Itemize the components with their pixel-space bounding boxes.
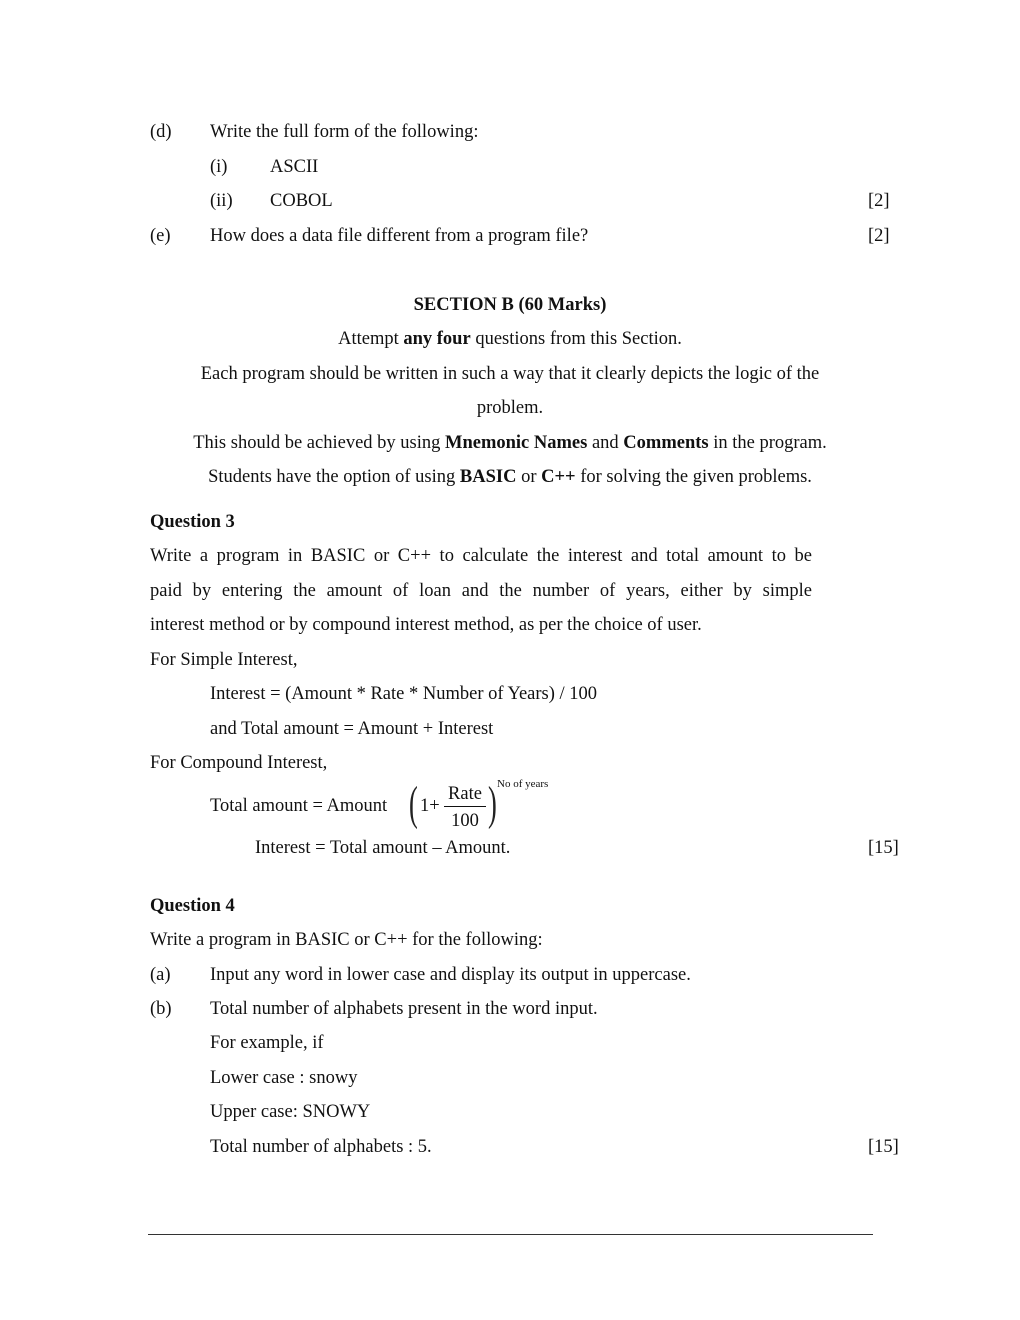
part-d-item-ii-label: (ii) (210, 191, 233, 211)
compound-lhs: Total amount = Amount (210, 796, 388, 816)
section-b-title: SECTION B (60 Marks) (413, 295, 607, 315)
part-d-text: Write the full form of the following: (210, 122, 479, 142)
compound-numerator: Rate (448, 784, 482, 804)
right-paren: ) (488, 777, 497, 830)
compound-interest-formula: Interest = Total amount – Amount. (255, 838, 511, 858)
question-3-line2: paid by entering the amount of loan and the number of years, either by simple (150, 581, 812, 601)
question-4-part-a-label: (a) (150, 965, 171, 985)
question-4-heading: Question 4 (150, 896, 235, 916)
simple-interest-formula: Interest = (Amount * Rate * Number of Years) / 100 (210, 684, 598, 704)
section-b-option: Students have the option of using BASIC or C++ for solving the given problems. (208, 467, 812, 487)
part-d-label: (d) (150, 122, 172, 142)
question-4-intro: Write a program in BASIC or C++ for the following: (150, 930, 543, 950)
question-4-marks: [15] (868, 1137, 899, 1157)
part-d-marks: [2] (868, 191, 890, 211)
example-intro: For example, if (210, 1033, 324, 1053)
question-4-part-b-text: Total number of alphabets present in the word input. (210, 999, 598, 1019)
left-paren: ( (409, 777, 418, 830)
footer-rule (148, 1234, 873, 1235)
simple-interest-heading: For Simple Interest, (150, 650, 298, 670)
section-b-instructions-line2: problem. (476, 398, 544, 418)
compound-exponent: No of years (497, 778, 549, 790)
section-b-attempt: Attempt any four questions from this Section. (338, 329, 682, 349)
part-e-text: How does a data file different from a program file? (210, 226, 589, 246)
section-b-achieved: This should be achieved by using Mnemonic Names and Comments in the program. (193, 433, 827, 453)
example-lower-case: Lower case : snowy (210, 1068, 358, 1088)
question-3-heading: Question 3 (150, 512, 235, 532)
example-total: Total number of alphabets : 5. (210, 1137, 432, 1157)
compound-one-plus: 1+ (420, 796, 440, 816)
simple-total-formula: and Total amount = Amount + Interest (210, 719, 494, 739)
question-4-part-a-text: Input any word in lower case and display its output in uppercase. (210, 965, 691, 985)
question-3-marks: [15] (868, 838, 899, 858)
part-d-item-i-text: ASCII (270, 157, 319, 177)
compound-interest-heading: For Compound Interest, (150, 753, 328, 773)
part-e-label: (e) (150, 226, 171, 246)
question-3-line3: interest method or by compound interest method, as per the choice of user. (150, 615, 702, 635)
section-b-instructions-line1: Each program should be written in such a way that it clearly depicts the logic of the (200, 364, 820, 384)
example-upper-case: Upper case: SNOWY (210, 1102, 371, 1122)
compound-denominator: 100 (451, 811, 479, 831)
part-d-item-ii-text: COBOL (270, 191, 333, 211)
part-d-item-i-label: (i) (210, 157, 228, 177)
question-4-part-b-label: (b) (150, 999, 172, 1019)
fraction-bar (444, 806, 486, 807)
part-e-marks: [2] (868, 226, 890, 246)
question-3-line1: Write a program in BASIC or C++ to calculate the interest and total amount to be (150, 546, 812, 566)
